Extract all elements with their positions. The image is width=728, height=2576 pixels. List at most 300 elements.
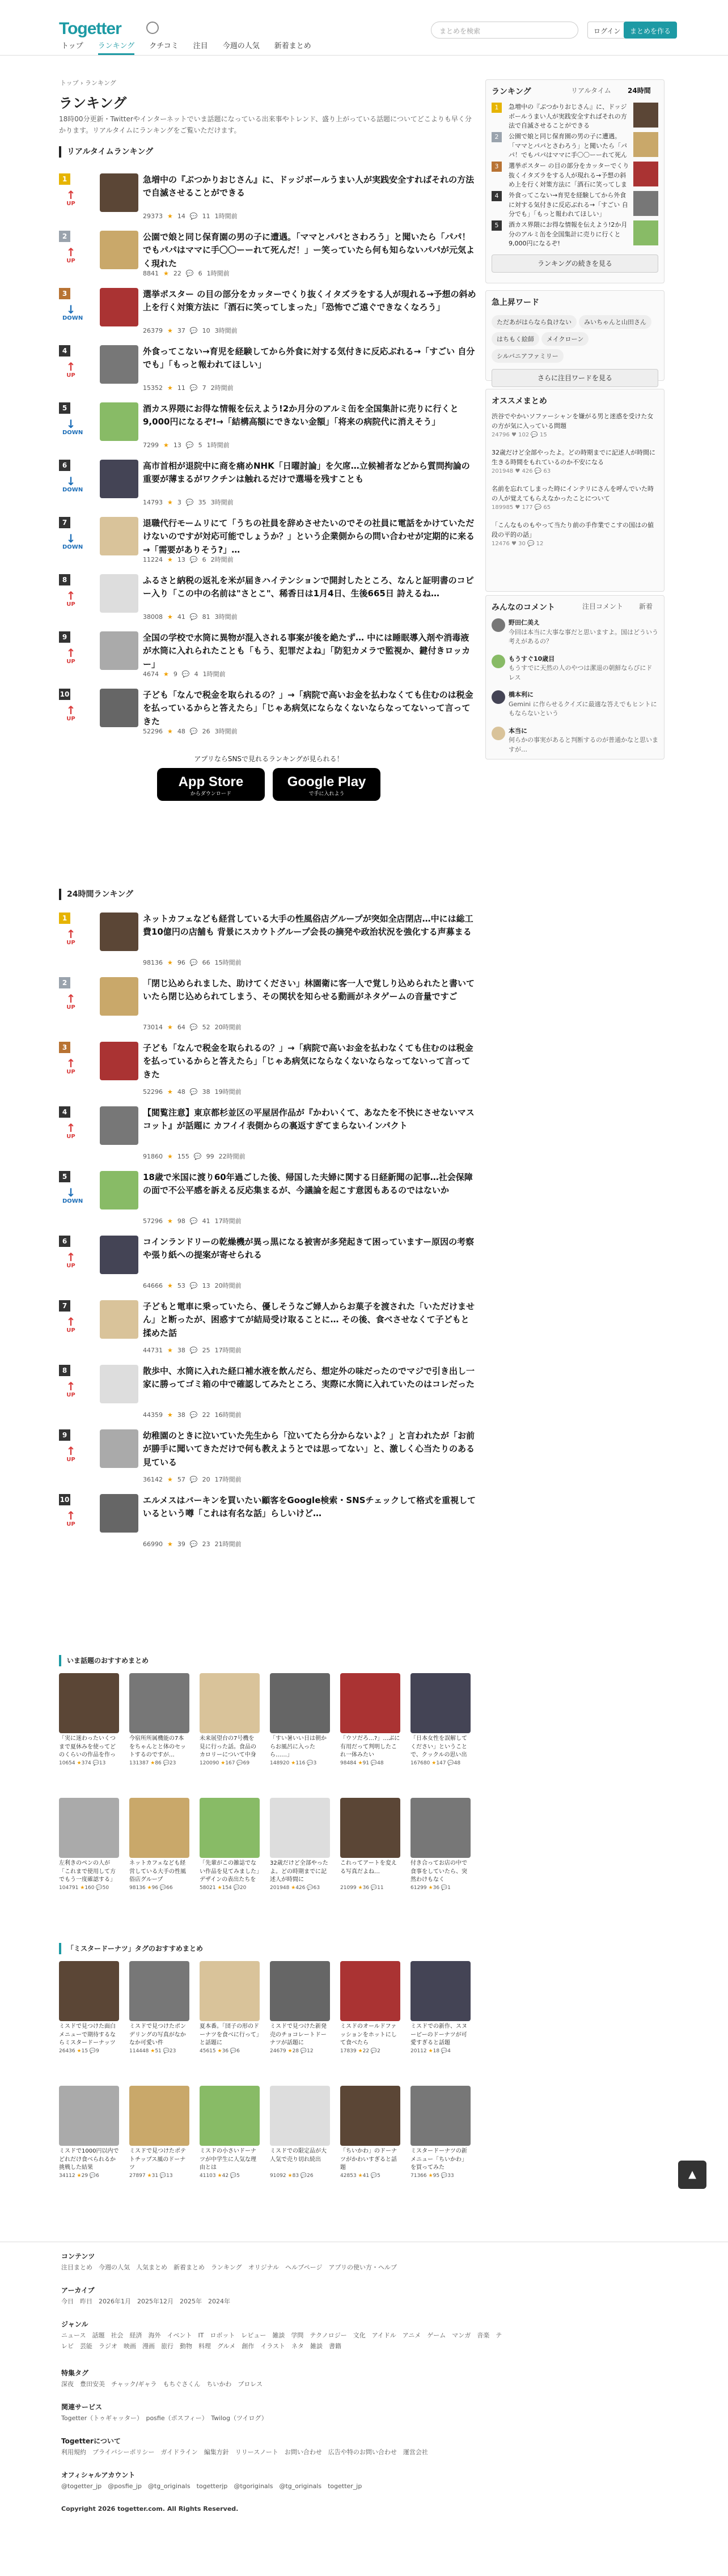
ranking-item[interactable]	[59, 1494, 479, 1553]
grid-thumb[interactable]	[59, 2086, 119, 2146]
item-thumbnail[interactable]	[100, 913, 138, 951]
nav-featured[interactable]: 注目	[193, 42, 208, 50]
item-thumbnail[interactable]	[100, 173, 138, 212]
item-thumbnail[interactable]	[100, 288, 138, 326]
item-thumbnail[interactable]	[100, 574, 138, 613]
login-button[interactable]: ログイン	[587, 22, 627, 39]
recommend-item[interactable]	[486, 485, 664, 512]
grid-item[interactable]	[200, 1673, 260, 1766]
grid-title[interactable]: 「実に迷わったいくつまで夏休みを使ってどのくらいの作品を作っ	[59, 1735, 116, 1758]
grid-fav: 22	[362, 2048, 370, 2054]
comment-item[interactable]	[486, 690, 664, 719]
grid-thumb[interactable]	[270, 2086, 330, 2146]
grid-thumb[interactable]	[410, 1798, 471, 1858]
rank-badge: 9	[59, 631, 70, 643]
favorite-icon: ★	[80, 1885, 85, 1891]
item-title[interactable]: 散歩中、水筒に入れた経口補水液を飲んだら、想定外の味だったのでマジで引き出し一家に勝ってゴミ箱の中で確認してみたところ、実際に水筒に入れていたのはコレだった	[143, 1366, 475, 1390]
googleplay-button[interactable]	[273, 768, 380, 801]
grid-item[interactable]	[410, 2086, 471, 2179]
rank-badge: 4	[59, 345, 70, 357]
ranking-item[interactable]	[59, 1300, 479, 1359]
footer-contents-heading: コンテンツ	[61, 2252, 95, 2260]
grid-thumb[interactable]	[340, 1961, 400, 2021]
ranking-item[interactable]	[59, 288, 479, 339]
sidebar-ranking-title: ランキング	[492, 87, 531, 96]
site-header	[0, 0, 728, 56]
rank-up-icon: ↑ UP	[66, 1121, 76, 1140]
grid-thumb[interactable]	[200, 1961, 260, 2021]
breadcrumb[interactable]: トップ › ランキング	[60, 79, 116, 87]
rank-down-icon: ↓ DOWN	[62, 303, 83, 321]
grid-comments: 5	[236, 2173, 240, 2179]
ranking-item[interactable]	[59, 402, 479, 454]
item-date: 22時間前	[218, 1153, 246, 1160]
recommend-item[interactable]	[486, 448, 664, 476]
views-count: 29373	[143, 212, 163, 220]
rank-up-icon: ↑ UP	[66, 646, 76, 665]
rank-badge: 8	[59, 574, 70, 585]
item-title[interactable]: 高市首相が退院中に商を痛めNHK「日曜討論」を欠席…立候補者などから質問拘論の重要が薄まるがワクチンは触れるだけで選場を残すことも	[143, 461, 470, 485]
item-thumbnail[interactable]	[100, 402, 138, 441]
grid-item[interactable]	[59, 1673, 119, 1766]
favorite-icon: ★	[167, 958, 173, 966]
item-thumbnail[interactable]	[100, 631, 138, 670]
item-meta	[143, 211, 238, 220]
ranking-item[interactable]	[59, 1429, 479, 1488]
recommend-item[interactable]	[486, 521, 664, 548]
favorite-icon: ★	[358, 2048, 363, 2054]
notification-icon[interactable]	[146, 22, 159, 34]
fav-count: 11	[177, 384, 185, 392]
grid-fav: 31	[151, 2173, 159, 2179]
trends-title: 急上昇ワード	[492, 298, 539, 307]
grid-thumb[interactable]	[340, 2086, 400, 2146]
grid-thumb[interactable]	[59, 1798, 119, 1858]
realtime-heading: リアルタイムランキング	[59, 146, 153, 158]
fav-count: 48	[177, 727, 185, 735]
grid-item[interactable]	[129, 1961, 189, 2054]
sidebar-rank-item[interactable]	[486, 103, 664, 132]
comment-text: もうすでに天然の人のやつは潔退の朝鮮ならびにドレス	[509, 664, 653, 681]
favorite-icon: ★	[167, 1475, 173, 1483]
fav-count: 39	[177, 1540, 185, 1548]
item-thumbnail[interactable]	[100, 977, 138, 1016]
grid-thumb[interactable]	[200, 2086, 260, 2146]
grid-views: 42853	[340, 2173, 357, 2179]
grid-thumb[interactable]	[129, 1961, 189, 2021]
item-title[interactable]: 全国の学校で水筒に異物が混入される事案が後を絶たず… 中には睡眠導入剤や消毒液が水筒に入れられたことも「もう、犯罪だよね」「防犯カメラで監視か、鍵付きロッカー」	[143, 633, 471, 669]
avatar	[492, 690, 505, 704]
views-count: 64666	[143, 1281, 163, 1289]
grid-thumb[interactable]	[200, 1673, 260, 1733]
grid-thumb[interactable]	[270, 1798, 330, 1858]
comments-tab-new[interactable]: 新着	[639, 602, 653, 610]
grid-title[interactable]: これってアートを変える写真だよね…	[340, 1860, 397, 1875]
ranking-item[interactable]	[59, 631, 479, 683]
item-title[interactable]: ネットカフェなども経営している大手の性風俗店グループが突如全店閉店…中には総工費10億円の店舗も 背景にスカウトグループ会長の摘発や政治状況を強化する声募まる	[143, 914, 473, 937]
grid-thumb[interactable]	[270, 1961, 330, 2021]
item-title[interactable]: 子ども「なんで税金を取られるの？」→「病院で高いお金を払わなくても住むのは税金を払っているからと答えたら」「じゃあ病気にならなくないならなってないって言ってきた	[143, 1043, 473, 1080]
grid-fav: 18	[433, 2048, 440, 2054]
favorite-icon: ★	[428, 2048, 433, 2054]
item-meta	[143, 326, 238, 335]
comment-icon: 💬	[233, 1885, 240, 1891]
comment-icon: 💬	[189, 1540, 198, 1548]
nav-ranking[interactable]: ランキング	[98, 40, 135, 55]
grid-fav: 96	[151, 1885, 159, 1891]
item-date: 3時間前	[210, 499, 234, 506]
trend-chip[interactable]: みいちゃんと山田さん	[579, 315, 651, 329]
grid-title[interactable]: ミスドでの新作、スヌーピーのドーナツが可愛すぎると話題	[410, 2023, 467, 2046]
grid-item[interactable]	[270, 2086, 330, 2179]
grid-comments: 23	[169, 1760, 176, 1766]
favorite-icon: ★	[163, 441, 169, 449]
ranking-item[interactable]	[59, 1236, 479, 1295]
grid-comments: 4	[447, 2048, 451, 2054]
grid-title[interactable]: ミスドの小さいドーナツが中学生に人気な理由とは	[200, 2148, 256, 2171]
item-thumbnail[interactable]	[100, 517, 138, 555]
site-footer	[0, 2242, 728, 2576]
footer-about-heading: Togetterについて	[61, 2437, 121, 2445]
grid-item[interactable]	[59, 2086, 119, 2179]
grid-title[interactable]: ミスドで見つけたポテトチップス風のドーナツ	[129, 2148, 186, 2171]
grid-item[interactable]	[340, 1961, 400, 2054]
comment-count: 13	[202, 1281, 210, 1289]
comment-icon: 💬	[163, 1760, 170, 1766]
footer-archive-links[interactable]: 今日 昨日 2026年1月 2025年12月 2025年 2024年	[61, 2298, 230, 2305]
grid-title[interactable]: ミスドでの限定品が大人気で売り切れ続出	[270, 2148, 327, 2163]
create-button[interactable]: まとめを作る	[624, 22, 677, 39]
recommend-item[interactable]	[486, 412, 664, 439]
comment-count: 26	[202, 727, 210, 735]
site-logo[interactable]: Togetter	[59, 19, 121, 38]
grid-item[interactable]	[200, 2086, 260, 2179]
item-thumbnail[interactable]	[100, 231, 138, 269]
item-title[interactable]: 退職代行モームリにて「うちの社員を辞めさせたいのでその社員に電話をかけていただけないのですが対応可能でしょうか？」という企業側からの問い合わせが定期的に来る→「需要がありそう?」…	[143, 518, 475, 555]
grid-views: 10654	[59, 1760, 75, 1766]
rank-badge: 6	[59, 1236, 70, 1247]
grid-thumb[interactable]	[129, 1673, 189, 1733]
favorite-icon: ★	[150, 2048, 155, 2054]
grid-item[interactable]	[340, 1798, 400, 1891]
grid-item[interactable]	[200, 1798, 260, 1891]
footer-feature-links[interactable]: 深夜 豊田安美 チャック/ギャラ もちぐさくん ちいかわ プロレス	[61, 2380, 263, 2388]
footer-genre-links[interactable]: ニュース 話題 社会 経済 海外 イベント IT ロボット レビュー 雑談 学問 テクノロジー 文化 アイドル アニメ ゲーム マンガ 音楽 テレビ 芸能 ラジオ 映画 漫画 旅行 動物 料理 グルメ 創作 イラスト ネタ 雑談 書籍	[61, 2332, 502, 2350]
grid-thumb[interactable]	[340, 1673, 400, 1733]
grid-item[interactable]	[410, 1961, 471, 2054]
item-date: 20時間前	[214, 1282, 242, 1289]
rank-move-label: UP	[66, 1327, 75, 1334]
grid-thumb[interactable]	[59, 1673, 119, 1733]
grid-views: 167680	[410, 1760, 430, 1766]
item-title[interactable]: 酒カス界隈にお得な情報を伝えよう!2か月分のアルミ缶を全国集計に売りに行くと9,000円になるぞ!→「結構高額にできない金額」「将来の病院代に消えそう」	[143, 404, 459, 427]
item-meta	[143, 669, 226, 678]
footer-contents-links[interactable]: 注目まとめ 今週の人気 人気まとめ 新着まとめ ランキング オリジナル ヘルプページ アプリの使い方・ヘルプ	[61, 2264, 397, 2271]
item-title[interactable]: 子ども「なんで税金を取られるの？」→「病院で高いお金を払わなくても住むのは税金を払っているからと答えたら」「じゃあ病気にならなくないならなってないって言ってきた	[143, 690, 473, 727]
grid-title[interactable]: 「日本女性を誤解してください」ということで、クックルの思い出	[410, 1735, 467, 1758]
grid-item[interactable]	[59, 1961, 119, 2054]
app-note: アプリならSNSで見れるランキングが見られる！	[194, 755, 344, 763]
item-title[interactable]: 子どもと電車に乗っていたら、優しそうなご婦人からお菓子を渡された「いただけません」と断ったが、困惑すてが結局受け取ることに… その後、食べさせなくて子どもと揉めた話	[143, 1301, 475, 1338]
item-thumbnail[interactable]	[100, 1365, 138, 1403]
grid-thumb[interactable]	[410, 2086, 471, 2146]
item-title[interactable]: 公園で娘と同じ保育園の男の子に遭遇。「ママとパパとさわろう」と聞いたら「パパ！でもパパはママに手〇〇ーーれて死んだ！」ー笑っていたら何も知らないパパが元気よく現れた	[143, 232, 475, 269]
appstore-button[interactable]	[157, 768, 265, 801]
sidebar-tab-realtime[interactable]: リアルタイム	[571, 87, 611, 95]
comment-icon: 💬	[189, 326, 198, 334]
ranking-item[interactable]	[59, 345, 479, 397]
item-title[interactable]: 【閲覧注意】東京都杉並区の平屋居作品が『かわいくて、あなたを不快にさせないマスコット』が話題に カフイイ表側からの裏返すぎてまらないインパクト	[143, 1107, 475, 1131]
item-title[interactable]: 外食ってこない→育児を経験してから外食に対する気付きに反応ぶれる→「すごい 自分でも」「もっと報われてほしい」	[143, 346, 475, 370]
item-title[interactable]: ふるさと納税の返礼を米が届きハイテンションで開封したところ、なんと証明書のコピー入り「この中の名前は"さとこ"、稀香日は1月4日、生後665日 詩えるね…	[143, 575, 474, 599]
fav-count: 57	[177, 1475, 185, 1483]
footer-service-links[interactable]: Togetter（トゥギャッター） posfie（ポスフィー） Twilog（ツイログ）	[61, 2414, 268, 2422]
comment-count: 38	[202, 1088, 210, 1096]
grid-title[interactable]: 「すい暑いい日は朝からお風呂に入ったら……」	[270, 1735, 327, 1758]
comment-icon: 💬	[189, 1281, 198, 1289]
nav-kuchikomi[interactable]: クチコミ	[149, 42, 179, 50]
item-title[interactable]: エルメスはバーキンを買いたい顧客をGoogle検索・SNSチェックして格式を重視しているという噂「これは有名な話」らしいけど…	[143, 1495, 476, 1519]
grid-views: 104791	[59, 1885, 79, 1891]
fav-count: 48	[177, 1088, 185, 1096]
grid-item[interactable]	[200, 1961, 260, 2054]
ranking-item[interactable]	[59, 1106, 479, 1165]
nav-new[interactable]: 新着まとめ	[274, 42, 311, 50]
item-title[interactable]: コインランドリーの乾燥機が異っ黒になる被害が多発起きて困っていますー原因の考察や張り紙への提案が寄せられる	[143, 1237, 475, 1261]
grid-item[interactable]	[340, 1673, 400, 1766]
search-input[interactable]: まとめを検索	[431, 22, 578, 39]
sidebar-recommend	[485, 389, 664, 592]
rank-badge: 10	[59, 1494, 70, 1505]
ranking-item[interactable]	[59, 517, 479, 568]
rank-up-icon: ↑ UP	[66, 1380, 76, 1398]
ranking-item[interactable]	[59, 689, 479, 740]
rank-move-label: UP	[66, 1069, 75, 1075]
rank-up-icon: ↑ UP	[66, 360, 76, 379]
comment-icon: 💬	[189, 1411, 198, 1419]
appstore-label: App Store	[178, 774, 244, 790]
grid-item[interactable]	[129, 1673, 189, 1766]
item-thumbnail[interactable]	[100, 1429, 138, 1468]
grid-title[interactable]: 左利きのペンの人が「これまで使用して方でもう一度確認する」	[59, 1860, 116, 1883]
rank-badge: 3	[59, 288, 70, 299]
ranking-item[interactable]	[59, 977, 479, 1036]
item-title[interactable]: 18歳で米国に渡り60年過ごした後、帰国した夫婦に関する日経新聞の記事…社会保障の面で不公平感を訴える反応集まるが、今議論を起こす意図もあるのではないか	[143, 1172, 473, 1196]
grid-item[interactable]	[270, 1798, 330, 1891]
grid-title[interactable]: ミスドのオールドファッションをホットにして食べたら	[340, 2023, 397, 2046]
ranking-item[interactable]	[59, 460, 479, 511]
grid-meta	[59, 1760, 119, 1766]
item-thumbnail[interactable]	[100, 345, 138, 384]
footer-official-heading: オフィシャルアカウント	[61, 2471, 136, 2479]
ranking-item[interactable]	[59, 1365, 479, 1424]
item-date: 3時間前	[214, 728, 238, 735]
grid-title[interactable]: 「ちいかわ」のドーナツがかわいすぎると話題	[340, 2148, 397, 2171]
item-thumbnail[interactable]	[100, 1106, 138, 1145]
item-meta	[143, 269, 230, 278]
grid-fav: 147	[436, 1760, 446, 1766]
nav-weekly[interactable]: 今週の人気	[222, 42, 260, 50]
grid-title[interactable]: 32歳だけど全部やったよ。どの時期までに記述人が時間に	[270, 1860, 328, 1883]
footer-official-links[interactable]: @togetter_jp @posfie_jp @tg_originals togetterjp @tgoriginals @tg_originals togetter_jp	[61, 2482, 362, 2490]
grid-fav: 160	[84, 1885, 95, 1891]
grid-title[interactable]: ネットカフェなども経営している大手の性風俗店グループ	[129, 1860, 186, 1883]
favorite-icon: ★	[167, 613, 173, 621]
grid-thumb[interactable]	[129, 2086, 189, 2146]
comments-title: みんなのコメント	[492, 603, 555, 612]
grid-views: 114448	[129, 2048, 149, 2054]
ranking-item[interactable]	[59, 1171, 479, 1230]
grid-thumb[interactable]	[340, 1798, 400, 1858]
item-thumbnail[interactable]	[100, 1236, 138, 1274]
grid-thumb[interactable]	[270, 1673, 330, 1733]
grid-item[interactable]	[129, 2086, 189, 2179]
sidebar-rank-thumb	[633, 191, 658, 216]
comments-tab-featured[interactable]: 注目コメント	[582, 602, 624, 610]
comment-count: 99	[206, 1152, 214, 1160]
views-count: 4674	[143, 670, 159, 678]
comment-item[interactable]	[486, 727, 664, 755]
favorite-icon: ★	[167, 1411, 173, 1419]
comment-user: 本当に	[509, 727, 527, 735]
favorite-icon: ★	[167, 212, 173, 220]
grid-title[interactable]: ミスドで1000円以内でどれだけ食べられるか挑戦した結果	[59, 2148, 119, 2171]
ranking-item[interactable]	[59, 173, 479, 225]
grid-meta	[270, 1885, 330, 1891]
item-thumbnail[interactable]	[100, 1494, 138, 1533]
item-meta	[143, 727, 238, 736]
views-count: 11224	[143, 555, 163, 563]
item-title[interactable]: 幼稚園のときに泣いていた先生から「泣いてたら分からないよ？」と言われたが「お前が勝手に聞いてきただけで何も教えようとでは思ってない」と、激しく心当たりのある見ている	[143, 1431, 475, 1467]
appstore-sublabel: からダウンロード	[190, 791, 231, 796]
scroll-top-button[interactable]: ▲	[678, 2161, 706, 2189]
grid-title[interactable]: 付き合ってお店の中で食事をしていたら、突然わけもなく	[410, 1860, 467, 1883]
sidebar-tab-24h[interactable]: 24時間	[628, 87, 651, 95]
nav-top[interactable]: トップ	[61, 42, 83, 50]
grid-title[interactable]: 「ウソだろ…?」…ぶに有用だって判明したこれ一体みたい	[340, 1735, 400, 1758]
item-date: 20時間前	[214, 1024, 242, 1031]
item-thumbnail[interactable]	[100, 460, 138, 498]
grid-thumb[interactable]	[129, 1798, 189, 1858]
grid-item[interactable]	[410, 1673, 471, 1766]
grid-title[interactable]: 今宿所所属機能の7本をちゃんとと体のセットするのですが…	[129, 1735, 186, 1758]
comment-icon: 💬	[370, 2048, 378, 2054]
views-count: 44359	[143, 1411, 163, 1419]
views-count: 26379	[143, 326, 163, 334]
grid-title[interactable]: ミスタードーナツの新メニュー「ちいかわ」を買ってみた	[410, 2148, 467, 2171]
comment-icon: 💬	[189, 212, 198, 220]
item-date: 2時間前	[210, 384, 234, 392]
ranking-item[interactable]	[59, 574, 479, 626]
item-title[interactable]: 「閉じ込められました、助けてください」林園衛に客一人で覚しり込められたと書いていたら閉じ込められてしまう、その関状を知らせる動画がネタゲームの音量ですご	[143, 978, 475, 1002]
ranking-item[interactable]	[59, 1042, 479, 1101]
trend-chip[interactable]: ただあがはらなら負けない	[492, 315, 577, 329]
item-thumbnail[interactable]	[100, 1171, 138, 1210]
comment-icon: 💬	[189, 1088, 198, 1096]
grid-title[interactable]: ミスドで見つけたポンデリングの写真がなかなか可愛い件	[129, 2023, 186, 2046]
grid-item[interactable]	[340, 2086, 400, 2179]
grid-title[interactable]: 夏本番。「団子の形のドーナツを食べに行って」と話題に	[200, 2023, 259, 2046]
comment-icon: 💬	[92, 1760, 99, 1766]
recommend-list	[486, 412, 664, 548]
grid-meta	[270, 2048, 330, 2054]
grid-title[interactable]: ミスドで見つけた新発売のチョコレートドーナツが話題に	[270, 2023, 327, 2046]
grid-title[interactable]: 「先輩がこの雑誌でない作品を見てみました」デザインの表出たちを	[200, 1860, 259, 1883]
trend-more-button[interactable]: さらに注目ワードを見る	[492, 369, 658, 387]
favorite-icon: ★	[167, 1152, 173, 1160]
sidebar-rank-item[interactable]	[486, 220, 664, 250]
grid-thumb[interactable]	[410, 1673, 471, 1733]
comment-icon: 💬	[189, 958, 198, 966]
grid-title[interactable]: 未来展望台の7号機を見に行った話。食品のカロリーについて中身	[200, 1735, 256, 1758]
sidebar-rank-badge: 5	[492, 220, 502, 231]
grid-comments: 12	[307, 2048, 314, 2054]
rank-up-icon: ↑ UP	[66, 245, 76, 264]
comment-icon: 💬	[370, 2173, 378, 2179]
grid-meta	[340, 1760, 400, 1766]
grid-item[interactable]	[410, 1798, 471, 1891]
favorite-icon: ★	[358, 1760, 363, 1766]
trend-chip[interactable]: はちもく絵師	[492, 332, 539, 346]
item-date: 17時間前	[214, 1347, 242, 1354]
ranking-item[interactable]	[59, 913, 479, 971]
grid-comments: 48	[377, 1760, 384, 1766]
comments-list	[486, 618, 664, 754]
rank-badge: 7	[59, 517, 70, 528]
sidebar-rank-item[interactable]	[486, 132, 664, 162]
fav-count: 64	[177, 1023, 185, 1031]
grid-item[interactable]	[270, 1673, 330, 1766]
comment-icon: 💬	[189, 1217, 198, 1225]
grid-item[interactable]	[270, 1961, 330, 2054]
comment-count: 20	[202, 1475, 210, 1483]
comment-count: 52	[202, 1023, 210, 1031]
sidebar-rank-title: 外食ってこない→育児を経験してから外食に対する気付きに反応ぶれる→「すごい 自分でも」「もっと報われてほしい」	[509, 192, 628, 218]
item-title[interactable]: 急増中の『ぶつかりおじさん』に、ドッジボールうまい人が実践安全すればそれの方法で自滅させることができる	[143, 175, 475, 198]
grid-item[interactable]	[129, 1798, 189, 1891]
item-meta	[143, 612, 238, 621]
sidebar-rank-item[interactable]	[486, 162, 664, 191]
rank-move-label: UP	[66, 659, 75, 665]
grid-comments: 50	[102, 1885, 109, 1891]
grid-title[interactable]: ミスドで見つけた面白メニューで期待するならミスタードーナッツ	[59, 2023, 116, 2046]
trend-chip[interactable]: シルバニアファミリー	[492, 349, 564, 363]
grid-meta	[340, 1885, 400, 1891]
item-thumbnail[interactable]	[100, 689, 138, 727]
item-meta	[143, 555, 234, 564]
comment-item[interactable]	[486, 618, 664, 647]
grid-comments: 26	[307, 2173, 314, 2179]
grid-item[interactable]	[59, 1798, 119, 1891]
item-title[interactable]: 選挙ポスター の目の部分をカッターでくり抜くイタズラをする人が現れる→予想の斜め上を行く対策方法に「酒石に笑ってしまった」「恐怖でご遠ぐできなくなろう」	[143, 289, 476, 313]
trend-chip[interactable]: メイクローン	[541, 332, 589, 346]
grid-thumb[interactable]	[410, 1961, 471, 2021]
grid-thumb[interactable]	[200, 1798, 260, 1858]
grid-views: 131387	[129, 1760, 149, 1766]
ranking-item[interactable]	[59, 231, 479, 282]
views-count: 73014	[143, 1023, 163, 1031]
item-thumbnail[interactable]	[100, 1300, 138, 1339]
footer-about-links[interactable]: 利用規約 プライバシーポリシー ガイドライン 編集方針 リリースノート お問い合わせ 広告や特のお問い合わせ 運営会社	[61, 2448, 428, 2456]
ranking-more-button[interactable]: ランキングの続きを見る	[492, 254, 658, 273]
views-count: 36142	[143, 1475, 163, 1483]
sidebar-rank-item[interactable]	[486, 191, 664, 220]
sidebar-rank-badge: 1	[492, 103, 502, 113]
sidebar-rank-title: 急増中の『ぶつかりおじさん』に、ドッジボールうまい人が実践安全すればそれの方法で自滅させることができる	[509, 103, 627, 129]
item-thumbnail[interactable]	[100, 1042, 138, 1080]
comment-item[interactable]	[486, 655, 664, 683]
grid-thumb[interactable]	[59, 1961, 119, 2021]
